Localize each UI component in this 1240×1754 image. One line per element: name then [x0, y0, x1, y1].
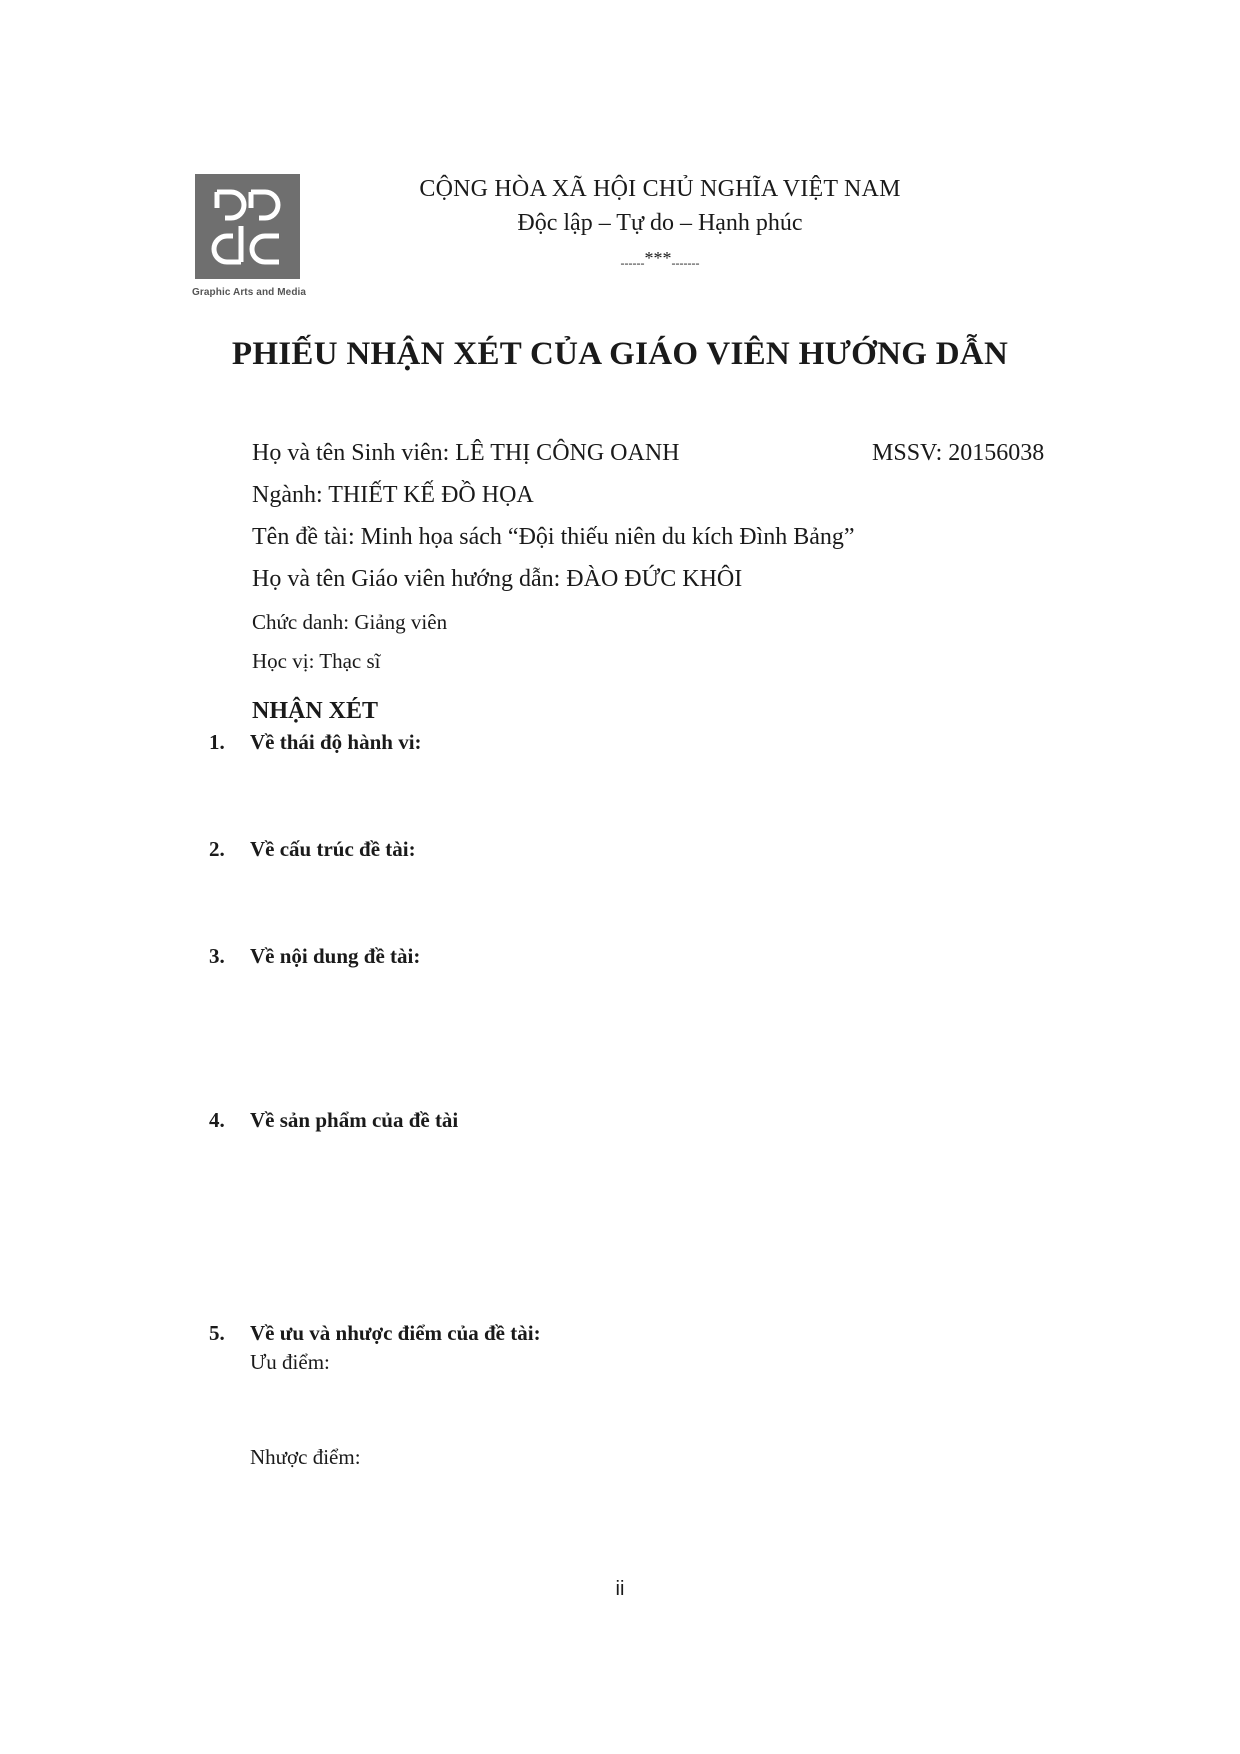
divider-right: ------- [671, 256, 700, 270]
item-number: 3. [209, 944, 225, 968]
header-divider [380, 248, 940, 273]
item-content: Về nội dung đề tài: [250, 944, 421, 968]
gam-logo [195, 174, 300, 279]
item-number: 1. [209, 730, 225, 754]
review-heading: NHẬN XÉT [252, 698, 379, 724]
advisor-position: Chức danh: Giảng viên [252, 610, 448, 634]
item-number: 4. [209, 1108, 225, 1132]
student-name: Họ và tên Sinh viên: LÊ THỊ CÔNG OANH [252, 440, 680, 466]
weaknesses-label: Nhược điểm: [250, 1445, 361, 1469]
major: Ngành: THIẾT KẾ ĐỒ HỌA [252, 482, 534, 508]
item-number: 2. [209, 837, 225, 861]
advisor-degree: Học vị: Thạc sĩ [252, 649, 381, 673]
page-number: ii [615, 1578, 625, 1600]
item-number: 5. [209, 1321, 225, 1345]
item-product: Về sản phẩm của đề tài [250, 1108, 459, 1132]
divider-stars: *** [644, 248, 672, 268]
strengths-label: Ưu điểm: [250, 1350, 330, 1374]
country-name: CỘNG HÒA XÃ HỘI CHỦ NGHĨA VIỆT NAM [419, 176, 901, 202]
logo-caption: Graphic Arts and Media [192, 287, 307, 298]
divider-left: ------ [620, 256, 645, 270]
item-behavior: Về thái độ hành vi: [250, 730, 422, 754]
advisor-name: Họ và tên Giáo viên hướng dẫn: ĐÀO ĐỨC KHÔI [252, 566, 743, 592]
thesis-topic: Tên đề tài: Minh họa sách “Đội thiếu niên du kích Đình Bảng” [252, 524, 855, 550]
item-structure: Về cấu trúc đề tài: [250, 837, 416, 861]
item-pros-cons: Về ưu và nhược điểm của đề tài: [250, 1321, 541, 1345]
national-motto: Độc lập – Tự do – Hạnh phúc [517, 210, 803, 236]
gam-logo-mark [195, 174, 300, 279]
document-title: PHIẾU NHẬN XÉT CỦA GIÁO VIÊN HƯỚNG DẪN [231, 336, 1009, 372]
student-id: MSSV: 20156038 [872, 440, 1045, 466]
